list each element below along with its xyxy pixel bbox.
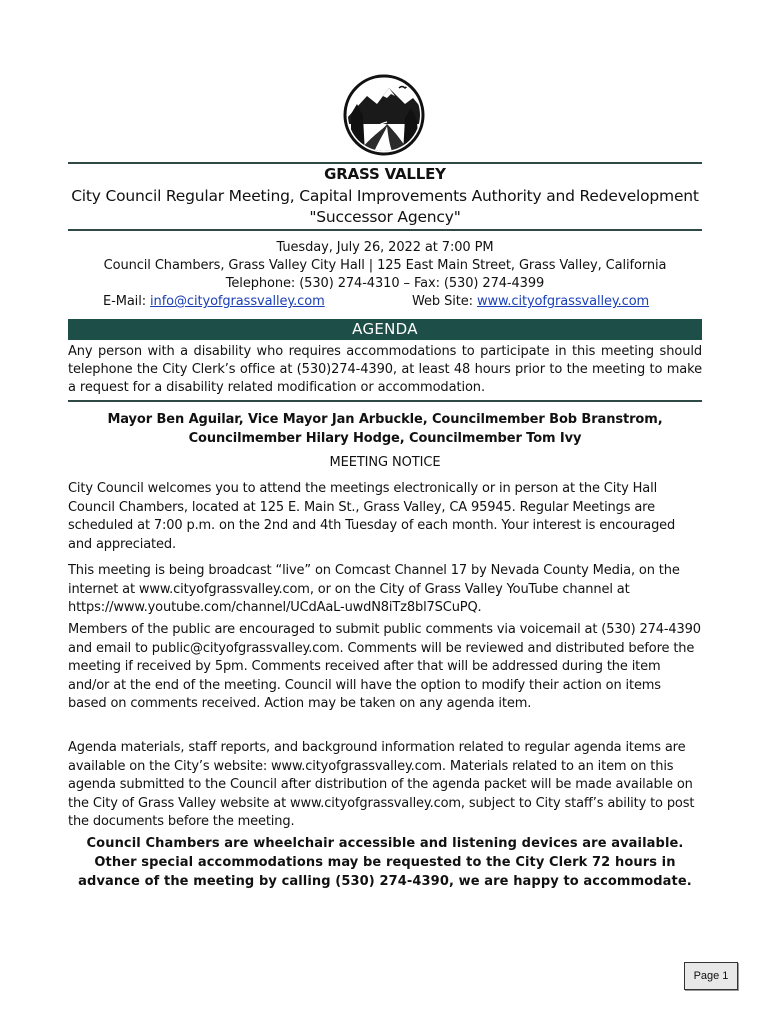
notice-paragraph-public-comments: Members of the public are encouraged to submit public comments via voicemail at (530) 274-4390 and email to public@cityofgrassvalley.com. Comments will be reviewed and distributed before the meeting if received by 5pm. Comments received after that will be addressed during the item and/or at the end of the meeting. Council will have the option to modify their action on items based on comments received. Action may be taken on any agenda item. (68, 622, 701, 711)
disability-disclaimer: Any person with a disability who requires accommodations to participate in this meeting should telephone the City Clerk’s office at (530)274-4390, at least 48 hours prior to the meeting to make a request for a disability related modification or accommodation. (68, 344, 702, 395)
notice-paragraph-agenda-materials: Agenda materials, staff reports, and background information related to regular agenda items are available on the City’s website: www.cityofgrassvalley.com. Materials related to an item on this agenda submitted to the Council after distribution of the agenda packet will be made available on the City of Grass Valley website at www.cityofgrassvalley.com, subject to City staff’s ability to post the documents before the meeting. (68, 740, 695, 829)
council-members-line-2: Councilmember Hilary Hodge, Councilmember Tom Ivy (188, 431, 582, 446)
accessibility-notice: Council Chambers are wheelchair accessible and listening devices are available. Other special accommodations may be requested to the City Clerk 72 hours in advance of the meeting by calling (530) 274-4390, we are happy to accommodate. (78, 836, 692, 889)
agenda-banner: AGENDA (68, 319, 702, 340)
phone-fax-line: Telephone: (530) 274-4310 – Fax: (530) 274-4399 (225, 276, 545, 291)
email-link[interactable]: info@cityofgrassvalley.com (150, 294, 325, 309)
header-top-rule (68, 162, 702, 164)
notice-paragraph-broadcast: This meeting is being broadcast “live” on Comcast Channel 17 by Nevada County Media, on the internet at www.cityofgrassvalley.com, or on the City of Grass Valley YouTube channel at https://www.youtube.com/channel/UCdAaL-uwdN8iTz8bl7SCuPQ. (68, 563, 680, 615)
meeting-location: Council Chambers, Grass Valley City Hall | 125 East Main Street, Grass Valley, California (103, 258, 667, 273)
website-line (412, 292, 649, 312)
meeting-notice-heading: MEETING NOTICE (329, 455, 441, 470)
meeting-date: Tuesday, July 26, 2022 at 7:00 PM (276, 240, 494, 255)
page-number: Page 1 (684, 962, 738, 990)
website-label: Web Site: (412, 294, 473, 309)
grass-valley-seal-icon (343, 74, 425, 156)
meeting-title: City Council Regular Meeting, Capital Improvements Authority and Redevelopment "Successor Agency" (71, 187, 699, 226)
email-line (103, 292, 325, 312)
notice-paragraph-attendance: City Council welcomes you to attend the meetings electronically or in person at the City Hall Council Chambers, located at 125 E. Main St., Grass Valley, CA 95945. Regular Meetings are scheduled at 7:00 p.m. on the 2nd and 4th Tuesday of each month. Your interest is encouraged and appreciated. (68, 481, 676, 552)
council-members (68, 410, 702, 448)
header-bottom-rule (68, 229, 702, 231)
disclaimer-rule (68, 400, 702, 402)
website-link[interactable]: www.cityofgrassvalley.com (476, 294, 650, 309)
org-title: GRASS VALLEY (324, 165, 446, 183)
email-label: E-Mail: (103, 294, 146, 309)
council-members-line-1: Mayor Ben Aguilar, Vice Mayor Jan Arbuckle, Councilmember Bob Branstrom, (107, 412, 663, 427)
